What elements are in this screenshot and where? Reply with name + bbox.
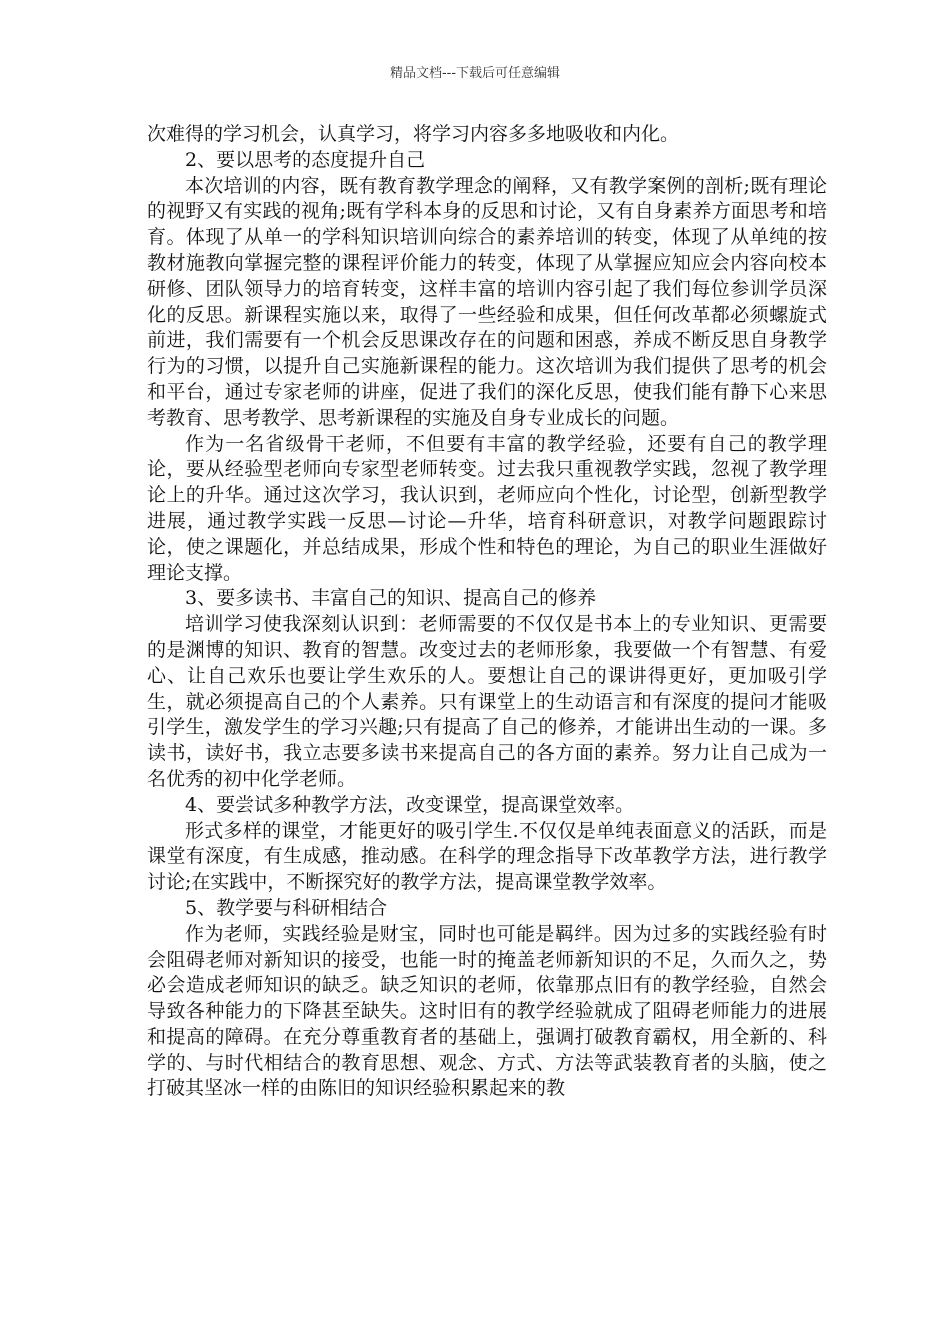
document-body <box>147 122 827 1102</box>
page-header: 精品文档---下载后可任意编辑 <box>389 66 561 81</box>
paragraph-continuation: 次难得的学习机会，认真学习，将学习内容多多地吸收和内化。 <box>147 123 680 145</box>
section-heading-3: 3、要多读书、丰富自己的知识、提高自己的修养 <box>185 587 597 610</box>
section-heading-5: 5、教学要与科研相结合 <box>185 896 388 919</box>
paragraph-research: 作为老师，实践经验是财宝，同时也可能是羁绊。因为过多的实践经验有时会阻碍老师对新知识的接受，也能一时的掩盖老师新知识的不足，久而久之，势必会造成老师知识的缺乏。缺乏知识的老师，依靠那点旧有的教学经验，自然会导致各种能力的下降甚至缺失。这时旧有的教学经验就成了阻碍老师能力的进展和提高的障碍。在充分尊重教育者的基础上，强调打破教育霸权，用全新的、科学的、与时代相结合的教育思想、观念、方式、方法等武装教育者的头脑，使之打破其坚冰一样的由陈旧的知识经验积累起来的教 <box>147 922 827 1100</box>
paragraph-teaching-methods: 形式多样的课堂，才能更好的吸引学生.不仅仅是单纯表面意义的活跃，而是课堂有深度，有生成感，推动感。在科学的理念指导下改革教学方法，进行教学讨论;在实践中，不断探究好的教学方法，提高课堂教学效率。 <box>147 819 827 894</box>
paragraph-reading: 培训学习使我深刻认识到：老师需要的不仅仅是书本上的专业知识、更需要的是渊博的知识、教育的智慧。改变过去的老师形象，我要做一个有智慧、有爱心、让自己欢乐也要让学生欢乐的人。要想让自己的课讲得更好，更加吸引学生，就必须提高自己的个人素养。只有课堂上的生动语言和有深度的提问才能吸引学生，激发学生的学习兴趣;只有提高了自己的修养，才能讲出生动的一课。多读书，读好书，我立志要多读书来提高自己的各方面的素养。努力让自己成为一名优秀的初中化学老师。 <box>147 613 827 790</box>
paragraph-training-content: 本次培训的内容，既有教育教学理念的阐释，又有教学案例的剖析;既有理论的视野又有实践的视角;既有学科本身的反思和讨论，又有自身素养方面思考和培育。体现了从单一的学科知识培训向综合的素养培训的转变，体现了从单纯的按教材施教向掌握完整的课程评价能力的转变，体现了从掌握应知应会内容向校本研修、团队领导力的培育转变，这样丰富的培训内容引起了我们每位参训学员深化的反思。新课程实施以来，取得了一些经验和成果，但任何改革都必须螺旋式前进，我们需要有一个机会反思课改存在的问题和困惑，养成不断反思自身教学行为的习惯，以提升自己实施新课程的能力。这次培训为我们提供了思考的机会和平台，通过专家老师的讲座，促进了我们的深化反思，使我们能有静下心来思考教育、思考教学、思考新课程的实施及自身专业成长的问题。 <box>147 174 827 429</box>
section-heading-2: 2、要以思考的态度提升自己 <box>185 148 426 171</box>
section-heading-4: 4、要尝试多种教学方法，改变课堂，提高课堂效率。 <box>185 793 635 816</box>
paragraph-backbone-teacher: 作为一名省级骨干老师，不但要有丰富的教学经验，还要有自己的教学理论，要从经验型老师向专家型老师转变。过去我只重视教学实践，忽视了教学理论上的升华。通过这次学习，我认识到，老师应向个性化，讨论型，创新型教学进展，通过教学实践一反思—讨论—升华，培育科研意识，对教学问题跟踪讨论，使之课题化，并总结成果，形成个性和特色的理论，为自己的职业生涯做好理论支撑。 <box>147 432 827 584</box>
